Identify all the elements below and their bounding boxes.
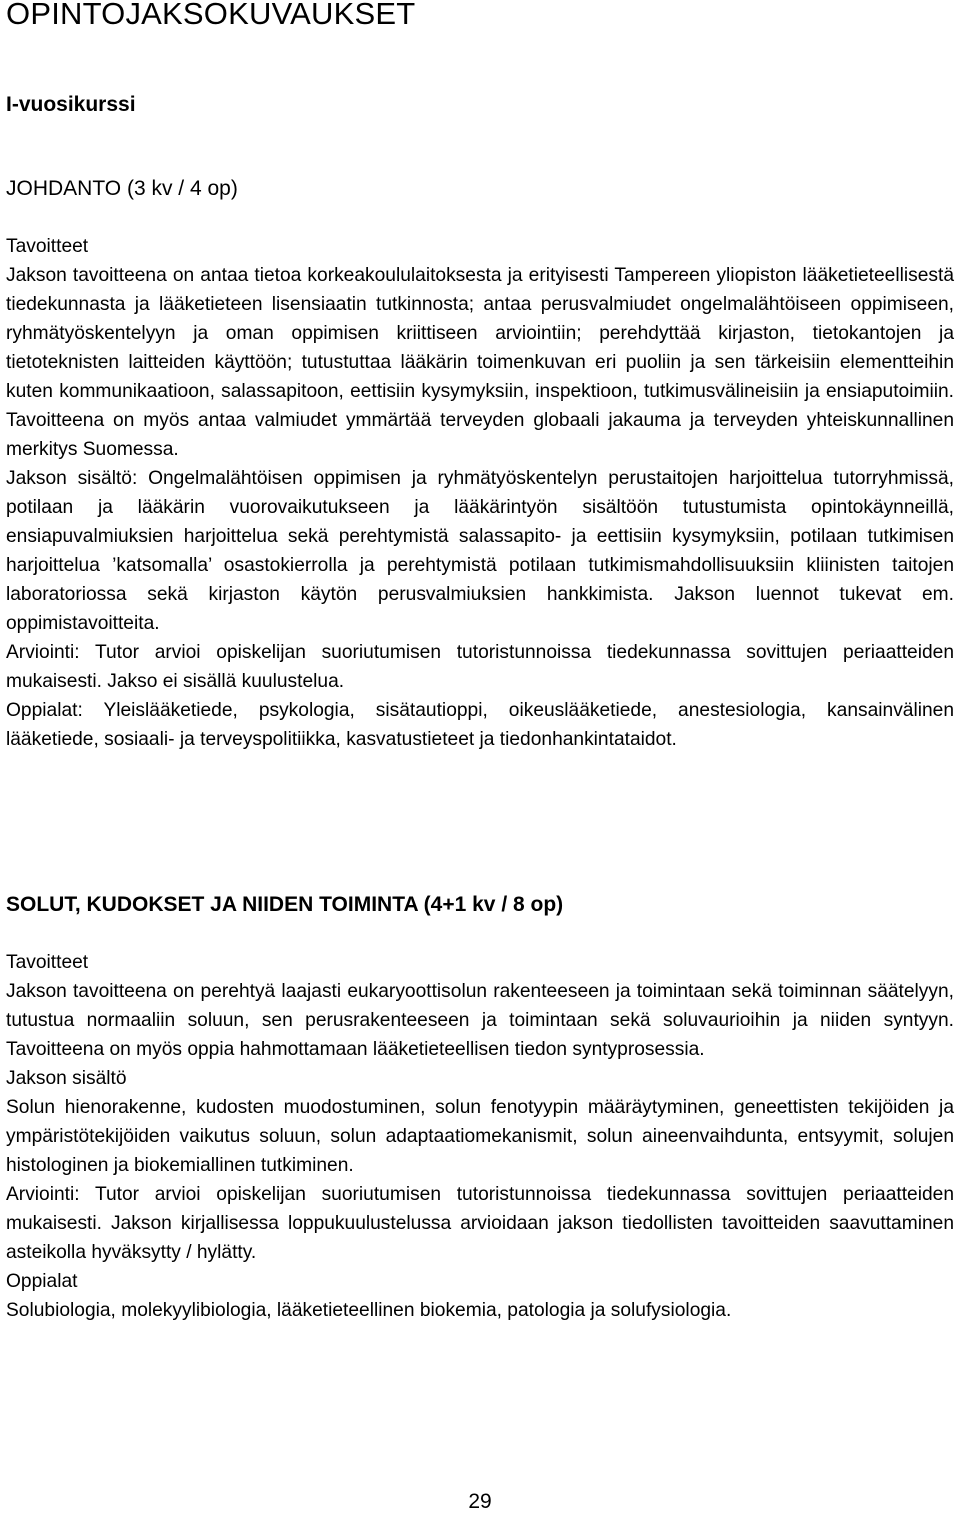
- year-heading: I-vuosikurssi: [6, 93, 136, 116]
- course-section-johdanto: [6, 232, 954, 754]
- subjects-paragraph: Solubiologia, molekyylibiologia, lääketieteellinen biokemia, patologia ja solufysiologia.: [6, 1300, 732, 1321]
- assessment-text: Tutor arvioi opiskelijan suoriutumisen tutoristunnoissa tiedekunnassa sovittujen periaatteiden mukaisesti. Jakson kirjallisessa loppukuulustelussa arvioidaan jakson tiedollisten tavoitteiden saavuttaminen asteikolla hyväksytty / hylätty.: [6, 1184, 954, 1263]
- course-section-solut: [6, 948, 954, 1325]
- goals-extra-text: Tavoitteena on myös antaa valmiudet ymmärtää terveyden globaali jakauma ja terveyden yhteiskunnallinen merkitys Suomessa.: [6, 410, 954, 460]
- subjects-paragraph: [6, 696, 954, 754]
- content-label: Jakson sisältö: [6, 1068, 127, 1089]
- goals-label: Tavoitteet: [6, 236, 89, 257]
- goals-paragraph: Jakson tavoitteena on perehtyä laajasti eukaryoottisolun rakenteeseen ja toimintaan sekä toiminnan säätelyyn, tutustua normaaliin soluun, sen perusrakenteeseen ja toimintaan sekä soluvaurioihin ja niiden syntyyn. Tavoitteena on myös oppia hahmottamaan lääketieteellisen tiedon syntyprosessia.: [6, 981, 954, 1060]
- subjects-label: Oppialat: [6, 1271, 78, 1292]
- goals-paragraph: [6, 261, 954, 464]
- goals-label: Tavoitteet: [6, 952, 89, 973]
- content-label: Jakson sisältö:: [6, 468, 138, 489]
- goals-text: Jakson tavoitteena on antaa tietoa korkeakoululaitoksesta ja erityisesti Tampereen yliopiston lääketieteellisestä tiedekunnasta ja lääketieteen lisensiaatin tutkinnosta; antaa perusvalmiudet ongelmalähtöiseen oppimiseen, ryhmätyöskentelyyn ja oman oppimisen kriittiseen arviointiin; perehdyttää kirjaston, tietokantojen ja tietoteknisten laitteiden käyttöön; tutustuttaa lääkärin toimenkuvan eri puoliin ja sen tärkeisiin elementteihin kuten kommunikaatioon, salassapitoon, eettisiin kysymyksiin, inspektioon, tutkimusvälineisiin ja ensiaputoimiin.: [6, 265, 954, 402]
- assessment-label: Arviointi:: [6, 1184, 80, 1205]
- assessment-paragraph: [6, 638, 954, 696]
- course-heading-solut: SOLUT, KUDOKSET JA NIIDEN TOIMINTA (4+1 kv / 8 op): [6, 893, 564, 916]
- content-text: Ongelmalähtöisen oppimisen ja ryhmätyöskentelyn perustaitojen harjoittelua tutorryhmissä, potilaan ja lääkärin vuorovaikutukseen ja lääkärintyön sisältöön tutustumista opintokäynneillä, ensiapuvalmiuksien harjoittelua sekä perehtymistä salassapito- ja eettisiin kysymyksiin, potilaan tutkimisen harjoittelua ’katsomalla’ osastokierrolla ja perehtymistä potilaan tutkimismahdollisuuksiin kliinisten taitojen laboratoriossa sekä kirjaston käytön perusvalmiuksien hankkimista. Jakson luennot tukevat em. oppimistavoitteita.: [6, 468, 954, 634]
- subjects-text: Yleislääketiede, psykologia, sisätautioppi, oikeuslääketiede, anestesiologia, kansainvälinen lääketiede, sosiaali- ja terveyspolitiikka, kasvatustieteet ja tiedonhankintataidot.: [6, 700, 954, 750]
- assessment-paragraph: [6, 1180, 954, 1267]
- content-paragraph: Solun hienorakenne, kudosten muodostuminen, solun fenotyypin määräytyminen, geneettisten tekijöiden ja ympäristötekijöiden vaikutus soluun, solun adaptaatiomekanismit, solun aineenvaihdunta, entsyymit, solujen histologinen ja biokemiallinen tutkiminen.: [6, 1097, 954, 1176]
- assessment-label: Arviointi:: [6, 642, 80, 663]
- page-number: 29: [468, 1490, 492, 1513]
- course-heading-johdanto: JOHDANTO (3 kv / 4 op): [6, 177, 238, 200]
- content-paragraph: [6, 464, 954, 638]
- document-title: OPINTOJAKSOKUVAUKSET: [6, 0, 416, 31]
- assessment-text: Tutor arvioi opiskelijan suoriutumisen tutoristunnoissa tiedekunnassa sovittujen periaatteiden mukaisesti. Jakso ei sisällä kuulustelua.: [6, 642, 954, 692]
- subjects-label: Oppialat:: [6, 700, 83, 721]
